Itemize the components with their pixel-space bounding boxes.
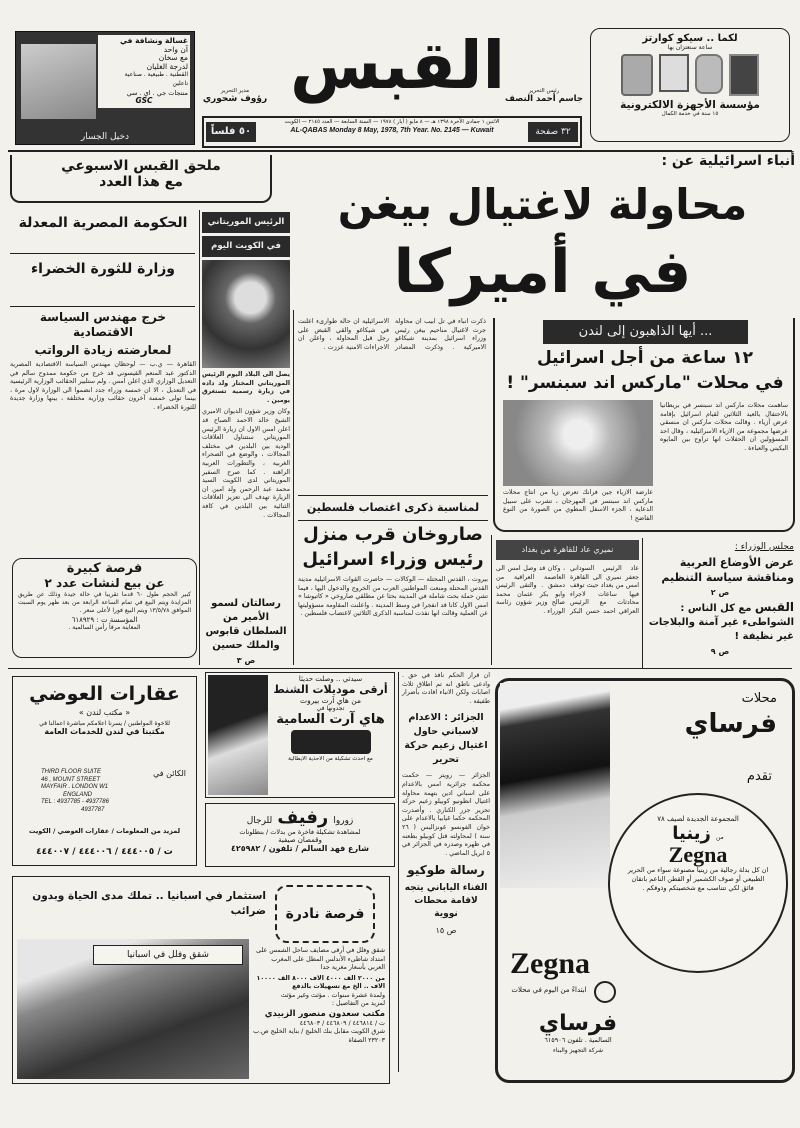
ad-office: مكتب سعدون منصور الزبيدي	[264, 1008, 385, 1019]
ad-headline: استثمار في اسبانيا .. تملك مدى الحياة وبدون ضرائب	[32, 890, 266, 917]
photo-caption: يصل الى البلاد اليوم الرئيس الموريتاني المختار ولد داده في زيارة رسمية تستغرق يومين .	[202, 371, 290, 404]
address-line: ENGLAND	[63, 791, 93, 798]
london-headline: في محلات "ماركس اند سبنسر" !	[506, 373, 784, 393]
algeria-body: الجزائر — رويتر — حكمت محكمة جزائرية امس بالاعدام على اسباني ادين بتهمة محاولة اغتيال انطونيو كوبيلو زعيم حركة تحرير جزر الكناري . وأصدرت المحكمة حكما غيابيا بالاعدام على خوان الفونسو غونزاليس ( ٢٦ سنة ) لمحاولته قتل كوبيلو بطعنه في ظهره وصدره في الجزائر في ٥ ابريل الماضي .	[402, 772, 490, 857]
label: مدير التحرير	[220, 88, 250, 94]
ad-tagline: ١٥ سنة في خدمة الكمال	[661, 111, 719, 117]
ad-line: مع احدث تشكيلة من الاحذية الايطالية	[288, 756, 373, 762]
divider	[491, 535, 492, 665]
egypt-headline: الحكومة المصرية المعدلة	[18, 215, 188, 231]
ad-line: القطنية . طبيعية . صناعية	[124, 71, 188, 79]
mauritania-president-photo	[202, 260, 290, 368]
algeria-body: ان قرار الحكم نافذ في حق . وادعى ناطق انه تم اطلاق ثلاث اصابات ولكن الانباء افادت بأضرار طفيفة .	[402, 672, 490, 705]
egypt-subheadline: خرج مهندس السياسة الاقتصادية	[39, 310, 167, 339]
divider	[8, 668, 792, 669]
managing-editor	[195, 88, 275, 104]
divider	[10, 306, 195, 307]
watch-image	[621, 54, 653, 96]
divider	[10, 253, 195, 254]
photo-label: شقق وفلل في اسبانيا	[127, 950, 209, 960]
ad-phones: ت / ٤٤٦٨١٤ / ٤٤٦٨٠٩ / ٤٤٦٨٠٣	[299, 1019, 385, 1027]
ad-dealer: دخيل الجسار	[80, 132, 130, 142]
ad-line: للاخوة المواطنين / يسرنا اعلامكم مباشرة اعمالنا في	[39, 720, 170, 727]
page-reference: ص ٩	[710, 647, 730, 656]
ad-boat-sale	[12, 558, 197, 658]
ad-location: المعاينة مرفأ رأس السالمية .	[68, 624, 141, 631]
ad-line: ناعلين	[172, 79, 188, 87]
ad-line: المجموعة الجديدة لصيف ٧٨	[657, 815, 739, 823]
ad-line: غسالة ونشافة في	[119, 36, 188, 45]
ad-line: من هاي آرت بيروت	[300, 696, 361, 705]
nimeiri-banner: نميري عاد للقاهرة من بغداد	[496, 540, 639, 560]
ad-phones: ت / ٤٤٤٠٠٥ / ٤٤٤٠٠٦ / ٤٤٤٠٠٧	[36, 847, 173, 857]
zegna-crest-icon	[594, 981, 616, 1003]
palestine-body: بيروت ، القدس المحتلة — الوكالات — حاصرت القوات الاسرائيلية مدينة القدس المحتلة ومنعت المواطنين العرب من الخروج والدخول اليها ، فيما تشن حملة بحث شاملة في المدينة بحثا عن مطلقي صاروخي « كاتيوشا » امس الاول كانا قد انفجرا في وسط المدينة . واعلنت المقاومة مسؤوليتها عن العملية وقالت انها نفذت لمناسبة الذكرى الثلاثين لاغتصاب فلسطين .	[298, 576, 488, 618]
egypt-body: القاهرة — ي.ب — لوحظان مهندس السياسة الاقتصادية المصرية الدكتور عبد المنعم القيسوني قد خرج من حكومة ممدوح سالم في التعديل الوزاري الذي اعلن امس . ولم ستلبير الحقائب الوزارية الرئيسية في التعديل ، الا ان خمسة وزراء جدد انضموا الى الوزارة لاول مرة ، بينما تولى خمسة آخرون حقائب وزارية مختلفة ، بينها وزارة جديدة للثورة الخضراء .	[10, 361, 196, 411]
watch-image	[659, 54, 689, 92]
date-bar	[202, 116, 582, 148]
palestine-headline: رئيس وزراء اسرائيل	[302, 549, 484, 570]
handbag-image	[291, 730, 371, 754]
ad-line: محلات	[741, 691, 777, 706]
ad-brand: زينيا	[672, 823, 711, 844]
ad-line: للرجال	[246, 816, 273, 826]
ad-brand: رفيف	[277, 807, 329, 828]
editor-in-chief	[500, 88, 588, 104]
ad-brand-en: Zegna	[668, 842, 728, 867]
ad-terms: ولمدة عشرة سنوات . مؤثث وغير مؤثث	[280, 991, 385, 999]
egypt-headline: وزارة للثورة الخضراء	[30, 261, 176, 277]
ad-title: فرصة كبيرة	[66, 561, 143, 576]
ad-line: آن واحد	[163, 44, 188, 54]
address-line: 46 , MOUNT STREET	[41, 776, 101, 783]
ad-brand: GSC	[135, 96, 153, 106]
model-photo	[503, 400, 653, 486]
ad-body: ان كل بدلة رجالية من زينيا مصنوعة سواء من الحرير الطبيعي أو صوف الكشمير أو القطن الناعم باتقان فائق لكي تتناسب مع شخصيتكم وذوقكم .	[627, 866, 769, 892]
ad-line: لمزيد من التفاصيل :	[331, 1000, 385, 1007]
photo-label-box	[93, 945, 243, 965]
qabas-brief	[646, 600, 794, 644]
ad-awadhi-real-estate	[12, 676, 197, 866]
divider	[642, 538, 643, 668]
ad-line: زوروا	[333, 816, 354, 826]
algeria-headline: الجزائر : الاعدام لاسباني حاول اغتيال زعيم حركة تحرير	[404, 712, 488, 766]
ad-body: شقق وفلل في أرقى مصايف ساحل الشمس على امتداد شاطىء الأندلس المطل على المغرب العربي بأسعار مغرية جدا	[256, 947, 385, 971]
ad-subtitle: عن بيع لنشات عدد ٢	[44, 576, 165, 590]
cabinet-label: مجلس الوزراء :	[734, 542, 794, 552]
cabinet-headline: عرض الأوضاع العربية ومناقشة سياسة التنظيم	[661, 556, 794, 584]
page-reference: ص ٢	[710, 588, 730, 597]
ad-title: لكما .. سيكو كوارتز	[642, 33, 738, 44]
london-banner: أيها الذاهبون إلى لندن ...	[543, 320, 748, 344]
ad-title: عقارات العوضي	[29, 683, 180, 705]
date-english: AL-QABAS Monday 8 May, 1978, 7th Year. No. 2145 — Kuwait	[290, 126, 494, 134]
ad-line: مع سخان	[158, 53, 188, 63]
date-arabic: الاثنين ١ جمادى الآخرة ١٣٩٨ هـ — ٨ مايو ( أيار ) ١٩٧٨ — السنة السابعة — العدد ٢١٤٥ — الكويت	[284, 119, 500, 125]
supplement-line: ملحق القبس الاسبوعي	[61, 158, 221, 174]
ad-line: من	[715, 834, 724, 841]
address-line: 4937787	[81, 806, 105, 813]
london-headline: ١٢ ساعة من أجل اسرائيل	[537, 348, 753, 368]
ad-hi-art-bags	[205, 672, 395, 798]
ad-phone: المؤسسة ت : ٦١٨٩٢٩	[71, 616, 138, 624]
price-badge: ٥٠ فلساً	[206, 122, 256, 142]
tokyo-headline: الفناء الياباني يتجه لاقامة محطات نووية	[404, 883, 488, 920]
main-story-body: ذكرت انباء في تل ابيب ان محاولة جرت لاغتيال مناحيم بيغن رئيس وزراء اسرائيل بمدينة شيكاغو الاميركية . وذكرت المصادر الاسرائيلية ان حالة طوارىء اعلنت في شيكاغو والقي القبض على رجل قبل المحاولة ، واعلن ان الاجراءات الامنية عززت .	[298, 318, 486, 351]
man-in-suit-photo	[500, 683, 610, 888]
ad-prices: من ٢٠٠٠ الف ٤٠٠٠ الاف ٨٠٠٠ الف ١٠٠٠٠ الاف .. الخ مع تسهيلات بالدفع	[256, 974, 385, 990]
ad-company: مؤسسة الأجهزة الالكترونية	[620, 99, 760, 111]
ad-brand: فرساي	[538, 1011, 618, 1036]
divider	[199, 210, 200, 665]
ad-line: سيدتي .. وصلت حديثا	[298, 675, 363, 683]
ad-line: لدرجة الغليان	[146, 61, 188, 71]
palestine-headline: صاروخان قرب منزل	[303, 524, 483, 545]
ad-spain-investment	[12, 876, 390, 1084]
address-line: TEL : 4937785 - 4937786	[41, 799, 109, 805]
ad-zegna-versailles	[495, 678, 795, 1083]
watch-image	[695, 54, 723, 94]
mauritania-banner: الرئيس الموريتاني	[202, 212, 290, 233]
divider	[298, 495, 488, 496]
divider	[293, 310, 294, 665]
ad-line: الكائن في	[153, 769, 186, 778]
ad-address: السالمية . تلفون ٦١٥٩٠٦	[544, 1036, 612, 1044]
ad-brand: هاي آرت السامية	[276, 712, 385, 727]
ad-brand: فرساي	[684, 709, 777, 739]
name: جاسم أحمد النصف	[505, 94, 583, 104]
letters-headline: رسالتان لسمو الأمير من السلطان قابوس والملك حسين	[205, 598, 287, 651]
ad-line: منتجات جي . اي . سي	[126, 88, 188, 97]
qabas-label: القبس	[754, 600, 794, 614]
washer-image	[21, 44, 96, 119]
ad-line: أرقى موديلات الشنط	[273, 683, 388, 696]
ad-seiko	[590, 28, 790, 142]
page-reference: ص ١٥	[435, 926, 457, 936]
ad-line: ابتداءً من اليوم في محلات	[511, 986, 587, 994]
palestine-kicker: لمناسبة ذكرى اغتصاب فلسطين	[306, 501, 480, 514]
egypt-subheadline: لمعارضته زيادة الرواتب	[34, 343, 172, 357]
ad-line: وقمصان صيفية	[278, 836, 322, 844]
divider	[398, 672, 399, 1072]
watch-image	[729, 54, 759, 96]
ad-line: تجدونها في	[316, 705, 345, 712]
pages-badge: ٣٢ صفحة	[528, 122, 578, 142]
ad-subtitle: ساعة سنعتزان بها	[667, 44, 713, 51]
tokyo-label: رسالة طوكيو	[407, 863, 485, 878]
divider	[8, 150, 792, 152]
model-photo	[208, 675, 268, 795]
rare-opportunity-badge	[275, 885, 375, 943]
ad-osc-washer	[15, 31, 195, 145]
zegna-seal	[608, 793, 788, 973]
label: رئيس التحرير	[528, 88, 560, 94]
address-line: MAYFAIR . LONDON W1	[41, 784, 109, 790]
main-headline: محاولة لاغتيال بيغن	[337, 180, 748, 229]
badge-text: فرصة نادرة	[285, 906, 365, 922]
main-kicker: أنباء اسرائيلية عن :	[661, 153, 795, 169]
ad-phone: شارع فهد السالم / تلفون / ٤٢٥٩٨٢	[231, 844, 369, 853]
london-feature	[493, 318, 795, 532]
ad-line: مكتبنا في لندن للخدمات العامة	[44, 727, 165, 736]
london-body: ساهمت محلات ماركس اند سبنسر في بريطانيا بالاحتفال بالعيد الثلاثين لقيام اسرائيل بإقامة عرض أزياء . وقالت محلات ماركس ان منسقي عرضها مجموعة من الازياء الاسرائيلية ، وقال احد المسؤولين ان الحفلات انها تراوح بين المايوه البكيني والعباءة .	[660, 402, 788, 452]
mauritania-banner: في الكويت اليوم	[202, 236, 290, 257]
supplement-notice	[10, 155, 272, 203]
photo-caption: عارضة الازياء جين فرانك تعرض زيا من انتاج محلات ماركس اند سبنسر في المهرجان ، تشرب على سبيل الدعاية ، الجزء الاسفل المطوي من الصورة من النوع الفاضح !	[503, 489, 653, 522]
supplement-line: مع هذا العدد	[99, 174, 183, 190]
nimeiri-body: عاد الرئيس السوداني جعفر نميري الى القاهرة امس من بغداد حيث توقف فيها ساعات لاجراء محادثات مع الرئيس العراقي احمد حسن البكر ، وكان قد وصل امس الى العاصمة العراقية من دمشق . والتقى الرئيس وابو بكر عثمان محمد صالح وزير شؤون رئاسة الوزراء .	[496, 565, 639, 615]
ad-rafeef	[205, 803, 395, 867]
divider	[298, 520, 488, 521]
ad-subtitle: « مكتب لندن »	[78, 708, 131, 717]
ad-line: تقدم	[746, 769, 772, 784]
main-headline: في أميركا	[393, 237, 692, 307]
name: رؤوف شحوري	[202, 94, 268, 104]
ad-line: لمشاهدة تشكيلة فاخرة من بدلات / بنطلونات	[239, 828, 361, 836]
ad-body: كبير الحجم طول ٦٠ قدما تقريبا في حالة جيدة وذلك عن طريق المزايدة ويتم البيع في تمام الساعة الرابعة من بعد ظهر يوم السبت الموافق ١٣/٥/٧٨ ويتم البيع فورا لأعلى سعر .	[18, 591, 191, 614]
qabas-text: مع كل الناس : الشواطىء غير آمنة والبلاجات غير نظيفة !	[648, 603, 794, 642]
ad-address: شرق الكويت مقابل بنك الخليج / بناية الخليج ص.ب ٢٣٢٠٣ الصفاة	[253, 1028, 385, 1044]
ad-company: شركة التجهيز والبناء	[553, 1047, 603, 1054]
page-reference: ص ٣	[236, 656, 256, 665]
zegna-logo: Zegna	[510, 947, 591, 980]
masthead-logo: القبس	[290, 27, 506, 104]
ad-info: لمزيد من المعلومات / عقارات العوضي / الكويت	[28, 827, 181, 835]
mauritania-body: وكان وزير شؤون الديوان الاميري الشيخ خالد الاحمد الصباح قد اعلن امس الاول ان زيارة الرئيس الموريتاني ستتناول العلاقات الودية بين البلدين في مختلف المجالات ، والوضع في الصحراء الغربية ، والتطورات العربية الراهنة . كما صرح السفير الموريتاني لدى الكويت السيد محمد عبد الرحمن ولد امين ان الزيارة تهدف الى تعزيز العلاقات الثنائية بين البلدين في كافة المجالات .	[202, 408, 290, 519]
address-line: THIRD FLOOR SUITE	[41, 769, 102, 775]
